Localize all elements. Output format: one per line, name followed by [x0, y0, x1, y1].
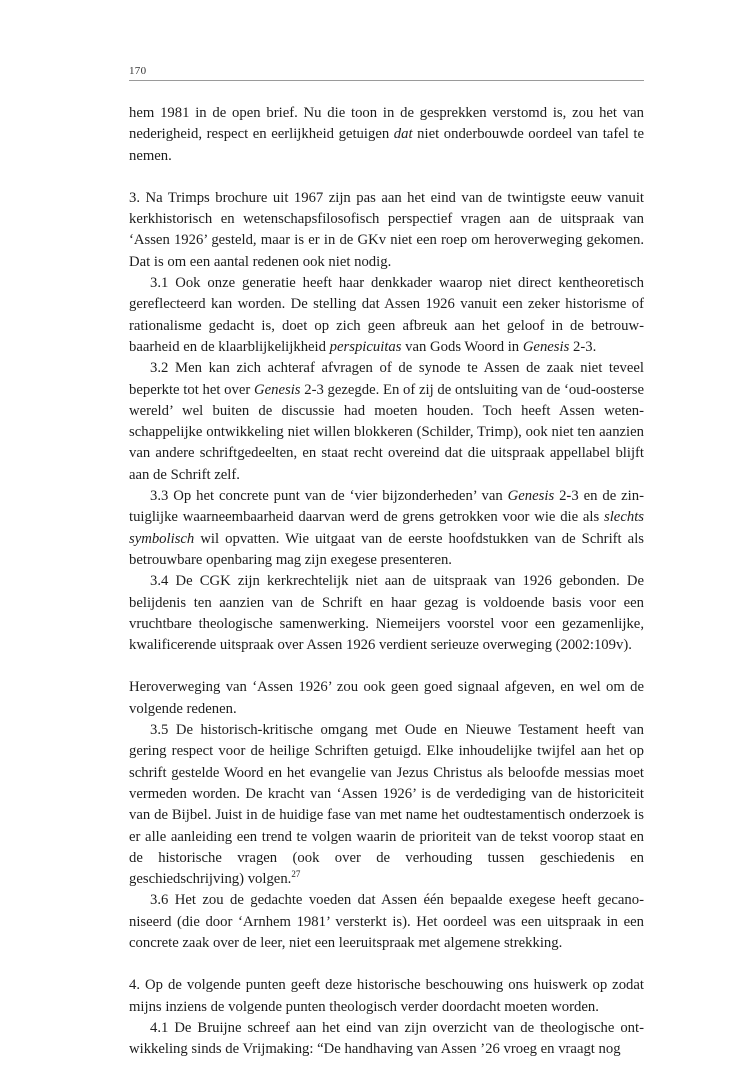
section-3-paragraph: 3. Na Trimps brochure uit 1967 zijn pas aan het eind van de twintigste eeuw vanuit kerkhistorisch en wetenschapsfilosofisch perspectief vragen aan de uitspraak van ‘Assen 1926’ gesteld, maar is er in de GKv niet een roep om heroverweging gekomen. Dat is om een aantal redenen ook niet nodig. — [129, 189, 644, 270]
paragraph-gap — [129, 167, 644, 188]
subsection-3-3: 3.3 Op het concrete punt van de ‘vier bijzonderheden’ van Genesis 2-3 en de zintuiglijke waarneembaarheid daarvan werd de grens getrokken voor wie die als slechts symbolisch wil opvatten. Wie uitgaat van de eerste hoofdstukken van de Schrift als betrouwbare openbaring mag zijn exegese presenteren. — [129, 488, 645, 568]
emphasis: Genesis — [507, 488, 555, 505]
emphasis: Genesis — [522, 338, 570, 355]
reconsideration-paragraph: Heroverweging van ‘Assen 1926’ zou ook geen goed signaal afgeven, en wel om de volgende redenen. — [129, 679, 644, 717]
subsection-3-4: 3.4 De CGK zijn kerkrechtelijk niet aan de uitspraak van 1926 gebonden. De belijdenis ten aanzien van de Schrift en haar gezag is voldoende basis voor een vruchtbare theologische samenwerking. Niemeijers voorstel voor een gezamenlijke, kwalificerende uitspraak over Assen 1926 verdient serieuze overweging (2002:109v). — [129, 573, 644, 654]
footnote-reference[interactable]: 27 — [291, 869, 301, 880]
subsection-3-6: 3.6 Het zou de gedachte voeden dat Assen één bepaalde exegese heeft gecanoniseerd (die door ‘Arnhem 1981’ versterkt is). Het oordeel was een uitspraak in een concrete zaak over de leer, niet een leeruitspraak met algemene strekking. — [129, 892, 644, 951]
running-header — [129, 58, 644, 81]
paragraph-gap — [129, 656, 644, 677]
page-number: 170 — [129, 65, 147, 77]
paragraph-continuation: hem 1981 in de open brief. Nu die toon in de gesprekken verstomd is, zou het van nederigheid, respect en eerlijkheid getuigen dat niet onderbouwde oordeel van tafel te nemen. — [129, 105, 645, 164]
subsection-3-5: 3.5 De historisch-kritische omgang met Oude en Nieuwe Testament heeft van gering respect voor de heilige Schriften getuigd. Elke inhoudelijke twijfel aan het op schrift gestelde Woord en het evangelie van Jezus Christus als beloofde messias moet vermeden worden. De kracht van ‘Assen 1926’ is de verdediging van de historiciteit van de Bijbel. Juist in de huidige fase van met name het oudtestamentisch onderzoek is er alle aanleiding een trend te volgen waarin de prioriteit van de tekst voorop staat en de historische vragen (ook over de verhouding tussen geschiedenis en geschiedschrijving) volgen.$^{27}$ — [129, 722, 644, 888]
body-text — [129, 103, 644, 1060]
subsection-3-2: 3.2 Men kan zich achteraf afvragen of de synode te Assen de zaak niet teveel beperkte tot het over Genesis 2-3 gezegde. En of zij de ontsluiting van de ‘oud-oosterse wereld’ wel buiten de discussie had moeten houden. Toch heeft Assen wetenschappelijke ontwikkeling niet willen blokkeren (Schilder, Trimp), ook niet ten aanzien van andere schriftgedeelten, en staat recht overeind dat die uitspraak appellabel blijft aan de Schrift zelf. — [129, 360, 644, 483]
emphasis: dat — [393, 126, 413, 143]
emphasis: perspicuitas — [329, 338, 402, 355]
subsection-3-1: 3.1 Ook onze generatie heeft haar denkkader waarop niet direct kentheoretisch gereflecteerd kan worden. De stelling dat Assen 1926 vanuit een zeker historisme of rationalisme gedacht is, doet op zich geen afbreuk aan het geloof in de betrouwbaarheid en de klaarblijkelijkheid perspicuitas van Gods Woord in Genesis 2-3. — [129, 275, 644, 355]
subsection-4-1: 4.1 De Bruijne schreef aan het eind van zijn overzicht van de theologische ontwikkeling sinds de Vrijmaking: “De handhaving van Assen ’26 vroeg en vraagt nog — [129, 1019, 644, 1058]
section-4-paragraph: 4. Op de volgende punten geeft deze historische beschouwing ons huiswerk op zodat mijns inziens de volgende punten theologisch verder doordacht moeten worden. — [129, 977, 644, 1015]
emphasis: slechts symbolisch — [129, 509, 644, 547]
paragraph-gap — [129, 954, 644, 975]
emphasis: Genesis — [253, 381, 301, 398]
